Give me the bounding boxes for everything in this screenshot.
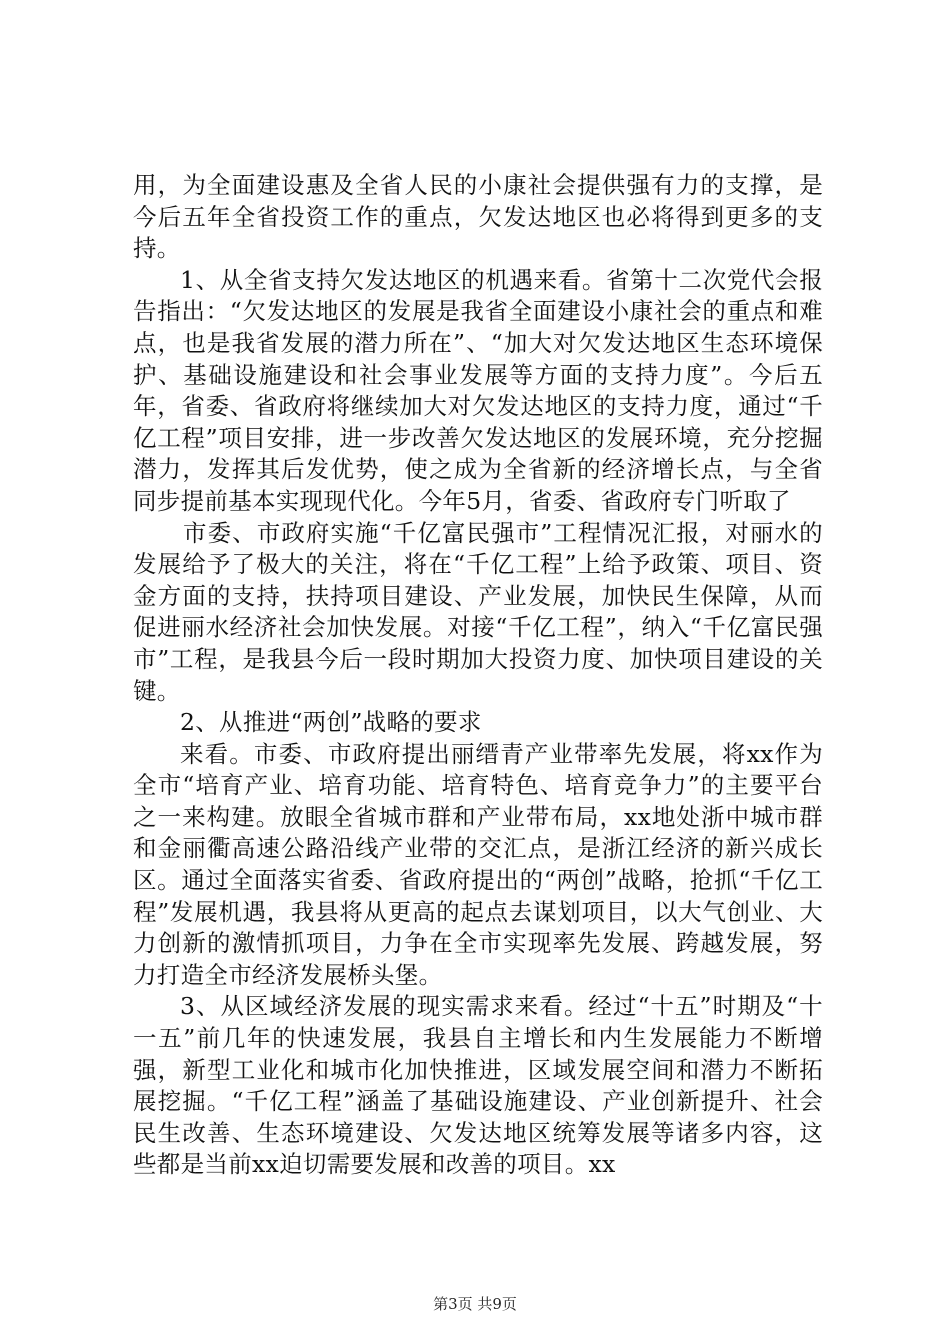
paragraph-point-3: 3、从区域经济发展的现实需求来看。经过“十五”时期及“十一五”前几年的快速发展，我县自主增长和内生发展能力不断增强，新型工业化和城市化加快推进，区域发展空间和潜力不断拓展挖掘。“千亿工程”涵盖了基础设施建设、产业创新提升、社会民生改善、生态环境建设、欠发达地区统筹发展等诸多内容，这些都是当前xx迫切需要发展和改善的项目。xx [133,992,823,1179]
paragraph-continuation: 用，为全面建设惠及全省人民的小康社会提供强有力的支撑，是今后五年全省投资工作的重点，欠发达地区也必将得到更多的支持。 [133,171,823,263]
page-number-footer: 第3页 共9页 [433,1295,517,1313]
paragraph-point-2-heading: 2、从推进“两创”战略的要求 [180,708,482,737]
paragraph-point-1: 1、从全省支持欠发达地区的机遇来看。省第十二次党代会报告指出：“欠发达地区的发展是我省全面建设小康社会的重点和难点，也是我省发展的潜力所在”、“加大对欠发达地区生态环境保护、基础设施建设和社会事业发展等方面的支持力度”。今后五年，省委、省政府将继续加大对欠发达地区的支持力度，通过“千亿工程”项目安排，进一步改善欠发达地区的发展环境，充分挖掘潜力，发挥其后发优势，使之成为全省新的经济增长点，与全省同步提前基本实现现代化。今年5月，省委、省政府专门听取了 [133,265,823,515]
paragraph-point-1-continued: 市委、市政府实施“千亿富民强市”工程情况汇报，对丽水的发展给予了极大的关注，将在“千亿工程”上给予政策、项目、资金方面的支持，扶持项目建设、产业发展，加快民生保障，从而促进丽水经济社会加快发展。对接“千亿工程”，纳入“千亿富民强市”工程，是我县今后一段时期加大投资力度、加快项目建设的关键。 [133,518,823,705]
paragraph-point-2-body: 来看。市委、市政府提出丽缙青产业带率先发展，将xx作为全市“培育产业、培育功能、培育特色、培育竞争力”的主要平台之一来构建。放眼全省城市群和产业带布局，xx地处浙中城市群和金丽衢高速公路沿线产业带的交汇点，是浙江经济的新兴成长区。通过全面落实省委、省政府提出的“两创”战略，抢抓“千亿工程”发展机遇，我县将从更高的起点去谋划项目，以大气创业、大力创新的激情抓项目，力争在全市实现率先发展、跨越发展，努力打造全市经济发展桥头堡。 [133,739,823,989]
document-body [133,170,823,1181]
